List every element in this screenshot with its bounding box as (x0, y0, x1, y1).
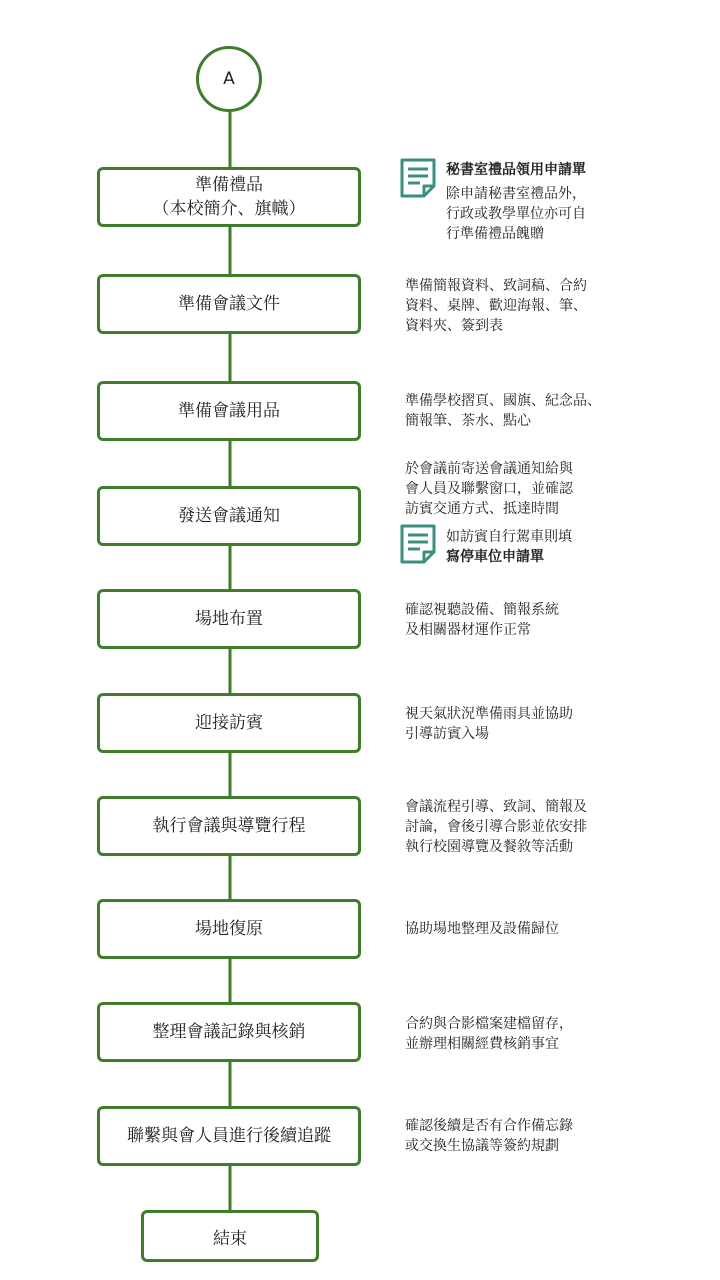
note-line: 準備學校摺頁、國旗、紀念品、 (405, 393, 601, 409)
note-execute-meeting (405, 797, 695, 857)
step-organize-records (97, 1002, 361, 1062)
step-label: 準備會議文件 (178, 294, 280, 314)
document-icon (399, 524, 437, 564)
step-label: 準備會議用品 (178, 401, 280, 421)
note-line: 討論，會後引導合影並依安排 (405, 819, 587, 835)
note-documents (405, 276, 695, 336)
note-line: 及相關器材運作正常 (405, 622, 531, 638)
step-prepare-supplies (97, 381, 361, 441)
step-welcome-guests (97, 693, 361, 753)
note-line: 除申請秘書室禮品外， (446, 186, 586, 202)
note-line: 確認視聽設備、簡報系統 (405, 602, 559, 618)
step-label: 執行會議與導覽行程 (152, 816, 306, 836)
note-line: 準備簡報資料、致詞稿、合約 (405, 278, 587, 294)
end-terminal (141, 1210, 319, 1262)
note-line: 行準備禮品餽贈 (446, 226, 544, 242)
note-line: 資料、桌牌、歡迎海報、筆、 (405, 298, 587, 314)
note-line: 會議流程引導、致詞、簡報及 (405, 799, 587, 815)
note-line: 視天氣狀況準備雨具並協助 (405, 706, 573, 722)
note-line: 引導訪賓入場 (405, 726, 489, 742)
step-label: 聯繫與會人員進行後續追蹤 (127, 1126, 331, 1146)
gift-form-title: 秘書室禮品領用申請單 (446, 162, 586, 178)
note-supplies (405, 391, 695, 431)
step-label: 準備禮品 (195, 175, 263, 195)
step-label: 場地布置 (195, 609, 263, 629)
note-line: 資料夾、簽到表 (405, 318, 503, 334)
note-line: 訪賓交通方式、抵達時間 (405, 501, 559, 517)
note-line: 簡報筆、茶水、點心 (405, 413, 531, 429)
note-line: 協助場地整理及設備歸位 (405, 921, 559, 937)
step-label: 場地復原 (195, 919, 263, 939)
note-line: 確認後續是否有合作備忘錄 (405, 1118, 573, 1134)
step-restore-venue (97, 899, 361, 959)
note-line: 合約與合影檔案建檔留存， (405, 1016, 573, 1032)
note-line: 行政或教學單位亦可自 (446, 206, 586, 222)
note-line: 並辦理相關經費核銷事宜 (405, 1036, 559, 1052)
step-follow-up (97, 1106, 361, 1166)
note-parking (446, 527, 696, 567)
note-line: 會人員及聯繫窗口，並確認 (405, 481, 573, 497)
note-restore-venue (405, 919, 695, 939)
step-prepare-documents (97, 274, 361, 334)
step-label: 迎接訪賓 (195, 713, 263, 733)
note-line: 於會議前寄送會議通知給與 (405, 461, 573, 477)
note-organize-records (405, 1014, 695, 1054)
note-gift (446, 160, 696, 244)
step-prepare-gifts (97, 167, 361, 227)
note-venue-setup (405, 600, 695, 640)
note-welcome (405, 704, 695, 744)
step-label: （本校簡介、旗幟） (152, 199, 306, 219)
step-label: 整理會議記錄與核銷 (152, 1022, 306, 1042)
step-execute-meeting (97, 796, 361, 856)
note-line: 執行校園導覽及餐敘等活動 (405, 839, 573, 855)
note-follow-up (405, 1116, 695, 1156)
note-send-notice (405, 459, 695, 519)
start-label: A (223, 69, 235, 89)
parking-form-title: 寫停車位申請單 (446, 549, 544, 565)
step-label: 發送會議通知 (178, 506, 280, 526)
start-connector-circle (196, 46, 262, 112)
note-line: 如訪賓自行駕車則填 (446, 529, 572, 545)
document-icon (399, 158, 437, 198)
step-send-notice (97, 486, 361, 546)
end-label: 結束 (213, 1228, 247, 1249)
note-line: 或交換生協議等簽約規劃 (405, 1138, 559, 1154)
step-venue-setup (97, 589, 361, 649)
